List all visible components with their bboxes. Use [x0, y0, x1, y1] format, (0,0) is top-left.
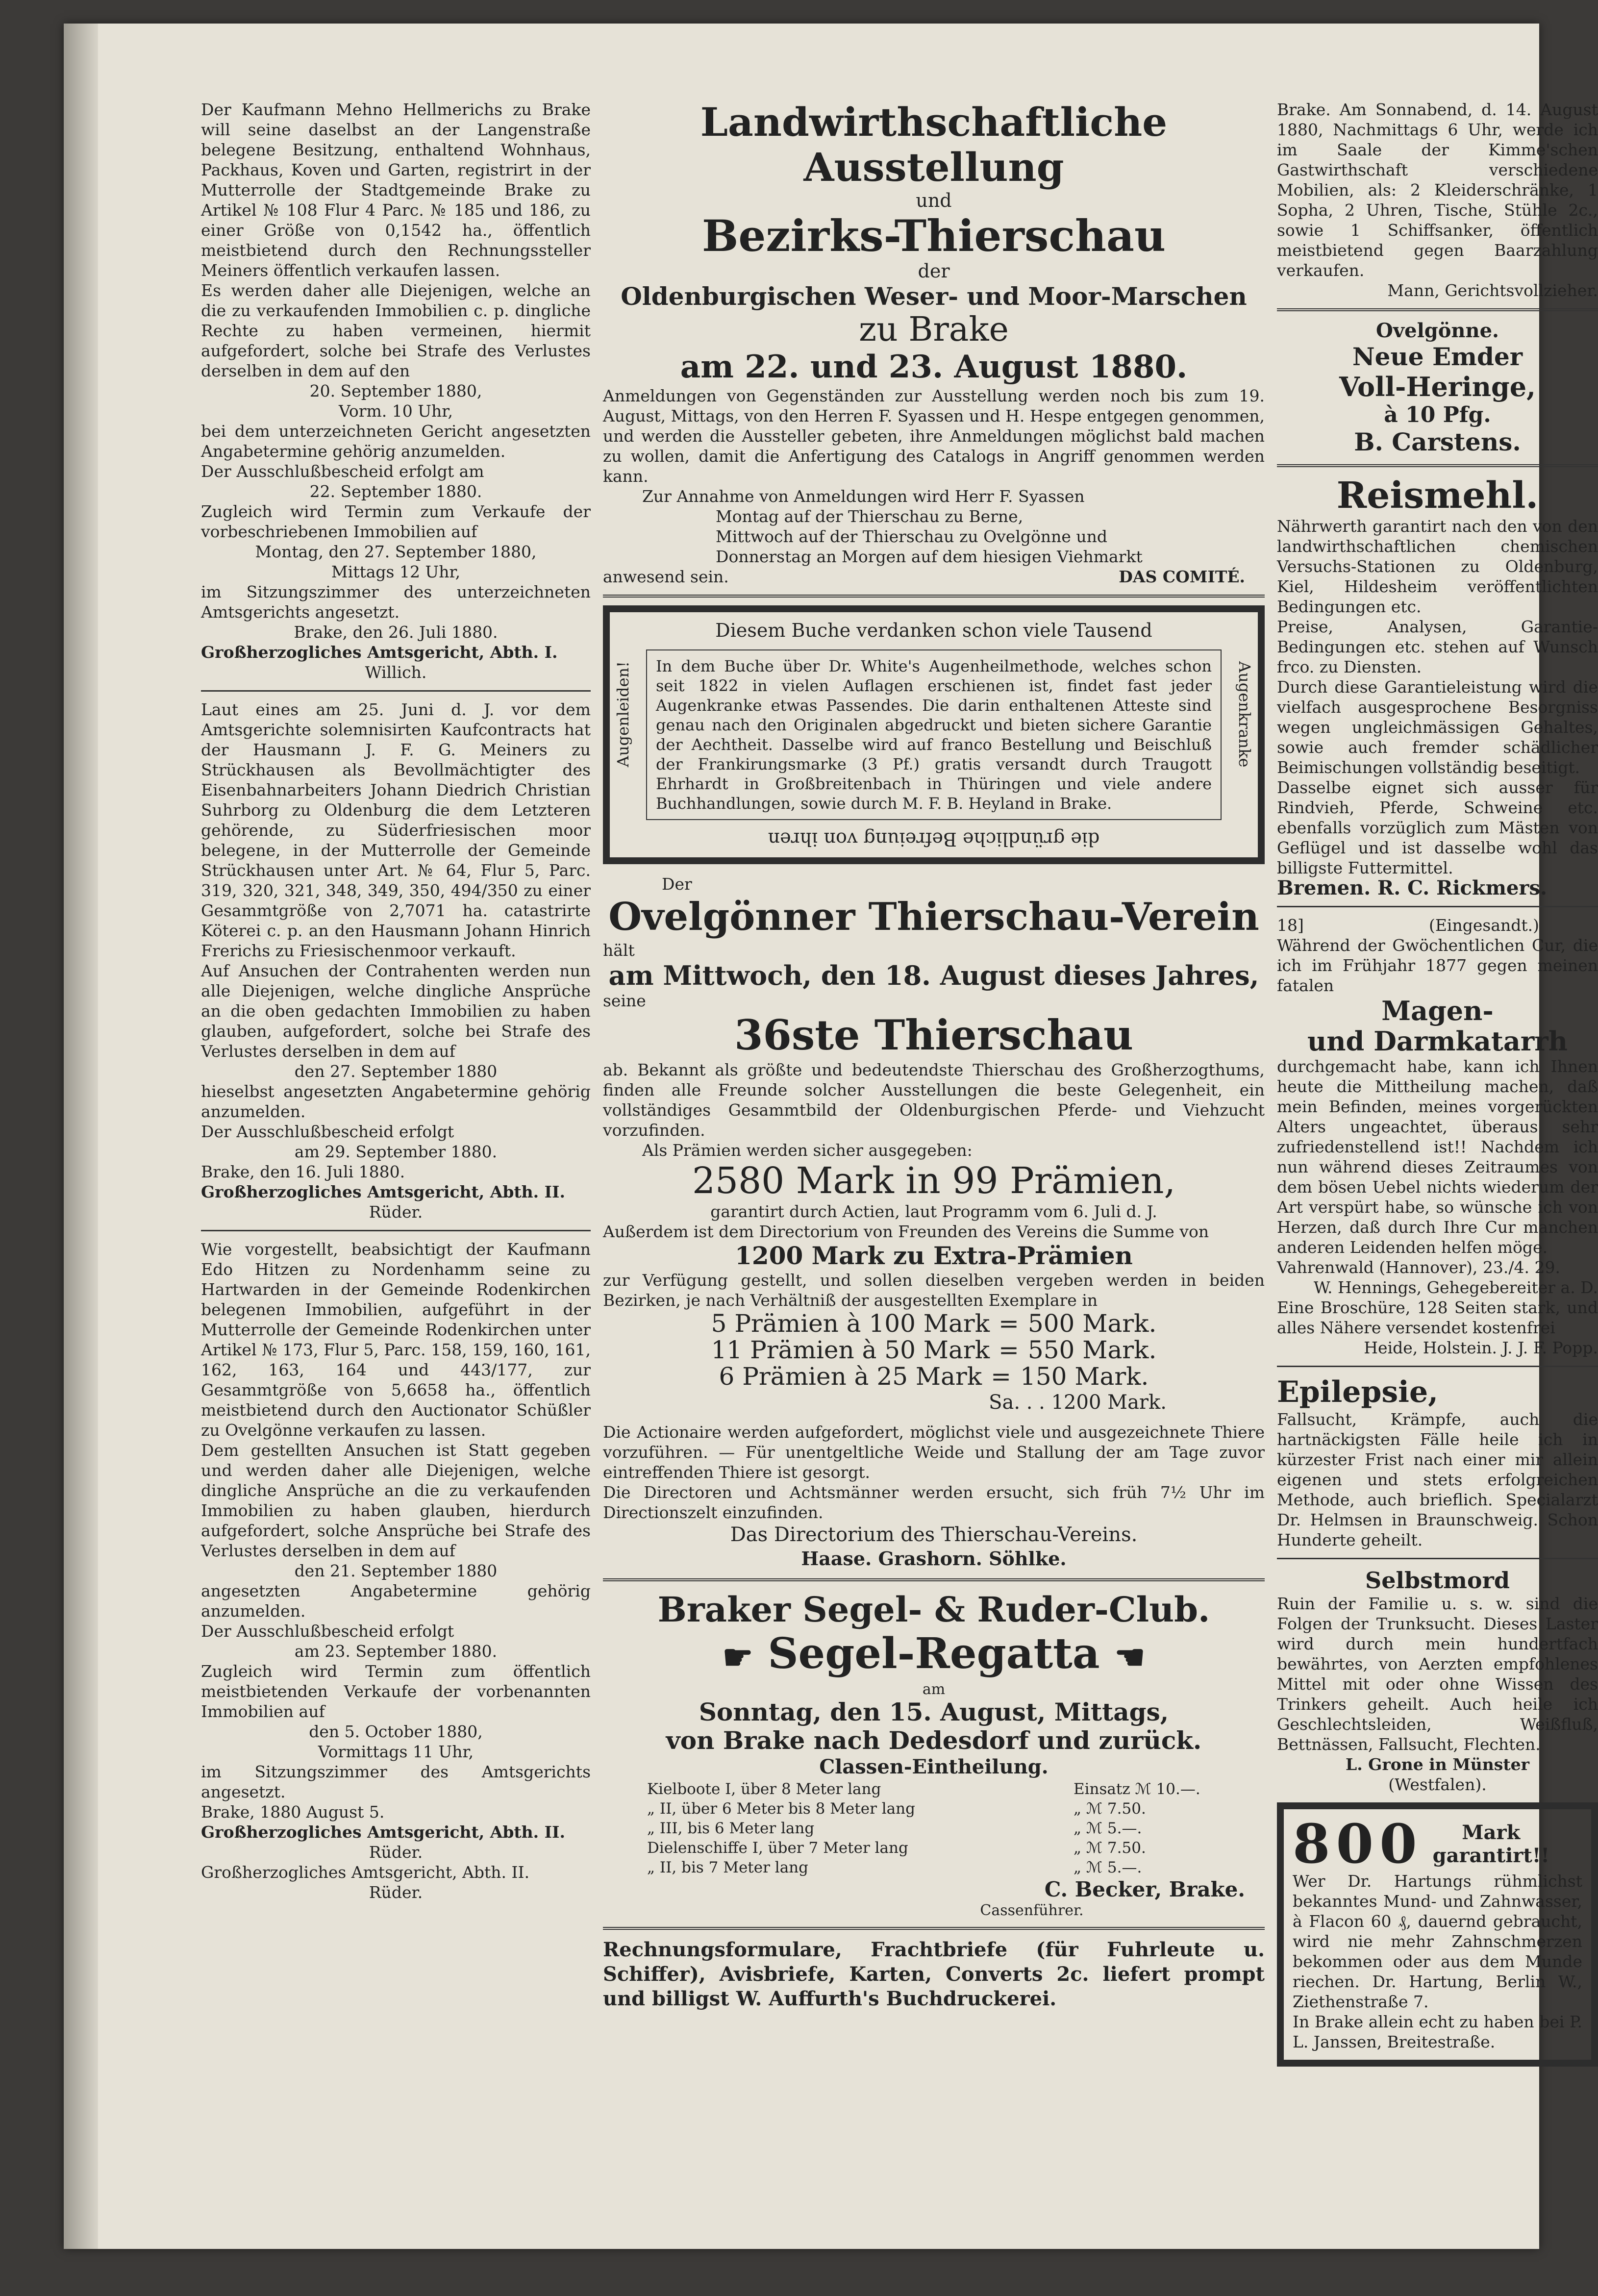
exhibition-subtitle: Bezirks-Thierschau — [702, 210, 1166, 261]
regatta-role: Cassenführer. — [980, 1901, 1084, 1919]
column-right — [1277, 100, 1598, 2067]
court: Großherzogliches Amtsgericht, Abth. II. — [201, 1822, 565, 1842]
regatta-class: „ III, bis 6 Meter lang — [647, 1819, 815, 1837]
ad-regatta — [603, 1589, 1265, 1919]
zahnwasser-mark: Mark — [1462, 1821, 1521, 1844]
regatta-class: „ II, bis 7 Meter lang — [647, 1858, 808, 1876]
regatta-row — [647, 1838, 1265, 1858]
zahnwasser-amount: 800 — [1293, 1812, 1423, 1875]
time-line: Vormittags 11 Uhr, — [318, 1742, 474, 1761]
selbstmord-title: Selbstmord — [1365, 1567, 1510, 1594]
ad-print-shop: Rechnungsformulare, Frachtbriefe (für Fuhrleute u. Schiffer), Avisbriefe, Karten, Converts 2c. liefert prompt und billigst W. Auffurth's Buchdruckerei. — [603, 1938, 1265, 2010]
selbstmord-sign: L. Grone in Münster — [1346, 1755, 1529, 1774]
text: im Sitzungszimmer des unterzeichneten Amtsgerichts angesetzt. — [201, 582, 591, 622]
column-left — [201, 100, 591, 1902]
magen-source: (Eingesandt.) — [1428, 916, 1539, 935]
exhibition-region: Oldenburgischen Weser- und Moor-Marschen — [621, 282, 1247, 311]
magen-title: Magen- — [1381, 995, 1494, 1026]
book-right: Augenkranke — [1235, 661, 1254, 768]
exhibition-body: Zur Annahme von Anmeldungen wird Herr F. Syassen — [642, 487, 1085, 506]
date-line: am 23. September 1880. — [294, 1642, 498, 1661]
place-date: Brake, 1880 August 5. — [201, 1802, 385, 1822]
text: Es werden daher alle Diejenigen, welche an die zu verkaufenden Immobilien c. p. dingliche Rechte zu haben vermeinen, hiermit aufgefordert, solche bei Strafe des Verlustes derselben in dem auf den — [201, 281, 591, 380]
regatta-row — [647, 1819, 1265, 1838]
text: Zugleich wird Termin zum öffentlich meistbietenden Verkaufe der vorbenannten Immobilien auf — [201, 1662, 591, 1721]
reismehl-text: Nährwerth garantirt nach den von den landwirthschaftlichen chemischen Versuchs-Stationen zu Oldenburg, Kiel, Hildesheim veröffentlichten Bedingungen etc. — [1277, 517, 1598, 616]
notice-suhrborg — [201, 699, 591, 1222]
regatta-fee: „ ℳ 7.50. — [1074, 1799, 1146, 1818]
regatta-row — [647, 1779, 1265, 1799]
date-line: am 29. September 1880. — [294, 1142, 498, 1161]
regatta-class: Kielboote I, über 8 Meter lang — [647, 1780, 881, 1798]
signature: Rüder. — [369, 1843, 423, 1862]
divider — [1277, 464, 1598, 467]
auction-text: Brake. Am Sonnabend, d. 14. August 1880, Nachmittags 6 Uhr, werde ich im Saale der Kimme'schen Gastwirthschaft verschiedene Mobilien, als: 2 Kleiderschränke, 1 Sopha, 2 Uhren, Tische, Stühle 2c., sowie 1 Schiffsanker, öffentlich meistbietend gegen Baarzahlung verkaufen. — [1277, 100, 1598, 280]
thierschau-sum: 2580 Mark in 99 Prämien, — [692, 1160, 1176, 1202]
thierschau-seine: seine — [603, 991, 646, 1010]
divider — [201, 1230, 591, 1231]
text: Der Ausschlußbescheid erfolgt — [201, 1622, 454, 1641]
thierschau-extra: 1200 Mark zu Extra-Prämien — [735, 1241, 1133, 1270]
ad-exhibition — [603, 100, 1265, 587]
magen-sign: W. Hennings, Gehegebereiter a. D. — [1313, 1278, 1598, 1297]
text: Zugleich wird Termin zum Verkaufe der vorbeschriebenen Immobilien auf — [201, 502, 591, 541]
column-middle — [603, 100, 1265, 2011]
magen-sign: Vahrenwald (Hannover), 23./4. 29. — [1277, 1258, 1560, 1277]
magen-number: 18] — [1277, 916, 1304, 935]
reismehl-text: Durch diese Garantieleistung wird die vielfach ausgesprochene Besorgniss wegen ungleichmässigen Gehaltes, sowie auch fremder schädlicher Beimischungen vollständig beseitigt. — [1277, 677, 1598, 777]
prize-eq: = — [991, 1362, 1012, 1391]
regatta-title: Segel-Regatta — [768, 1629, 1100, 1678]
prize-row — [603, 1337, 1265, 1363]
book-inner — [646, 649, 1222, 820]
text: Der Ausschlußbescheid erfolgt — [201, 1122, 454, 1141]
court: Großherzogliches Amtsgericht, Abth. II. — [201, 1182, 565, 1201]
prize-count: 11 Prämien à 50 Mark — [711, 1336, 990, 1364]
regatta-date: Sonntag, den 15. August, Mittags, — [699, 1697, 1169, 1726]
thierschau-act: Die Actionaire werden aufgefordert, möglichst viele und ausgezeichnete Thiere vorzuführen. — Für unentgeltliche Weide und Stallung der am Tage zuvor eintreffenden Thiere ist gesorgt. — [603, 1423, 1265, 1482]
regatta-fee: „ ℳ 5.—. — [1074, 1819, 1142, 1837]
ad-zahnwasser — [1277, 1802, 1598, 2067]
regatta-class: Dielenschiffe I, über 7 Meter lang — [647, 1839, 908, 1857]
divider — [603, 1927, 1265, 1930]
regatta-am: am — [922, 1680, 946, 1698]
thierschau-names: Haase. Grashorn. Söhlke. — [801, 1547, 1067, 1570]
newspaper-page — [64, 24, 1598, 2249]
exhibition-date: am 22. und 23. August 1880. — [680, 349, 1188, 385]
herring-line: Neue Emder — [1352, 342, 1523, 371]
prize-total: Sa. . . 1200 Mark. — [989, 1391, 1167, 1414]
book-bottom: die gründliche Befreiung von ihren — [768, 828, 1100, 850]
ad-eye-book — [603, 605, 1265, 864]
signature: Rüder. — [369, 1883, 423, 1902]
ad-reismehl — [1277, 475, 1598, 898]
epilepsy-title: Epilepsie, — [1277, 1375, 1439, 1409]
exhibition-line: Donnerstag an Morgen auf dem hiesigen Viehmarkt — [716, 547, 1143, 566]
signature: Willich. — [365, 663, 427, 682]
prize-row — [603, 1363, 1265, 1390]
zahnwasser-guaranteed: garantirt!! — [1432, 1844, 1549, 1867]
exhibition-title: Landwirthschaftliche Ausstellung — [700, 99, 1168, 190]
magen-intro: Während der Gwöchentlichen Cur, die ich im Frühjahr 1877 gegen meinen fatalen — [1277, 936, 1598, 995]
time-line: Vorm. 10 Uhr, — [339, 401, 453, 421]
prize-eq: = — [999, 1336, 1019, 1364]
prize-value: 550 Mark. — [1027, 1336, 1157, 1364]
auction-sign: Mann, Gerichtsvollzieher. — [1387, 281, 1598, 300]
regatta-classes: Classen-Eintheilung. — [819, 1755, 1049, 1778]
pointing-hand-left-icon: ☚ — [1114, 1636, 1146, 1677]
prize-count: 6 Prämien à 25 Mark — [719, 1362, 982, 1391]
regatta-row — [647, 1799, 1265, 1819]
zahnwasser-text: Wer Dr. Hartungs rühmlichst bekanntes Mund- und Zahnwasser, à Flacon 60 ₰, dauernd gebraucht, wird nie mehr Zahnschmerzen bekommen oder aus dem Munde riechen. Dr. Hartung, Berlin W., Ziethenstraße 7. — [1293, 1872, 1582, 2011]
thierschau-extra2: zur Verfügung gestellt, und sollen dieselben vergeben werden in beiden Bezirken, je nach Verhältniß der ausgestellten Exemplare in — [603, 1271, 1265, 1310]
herring-price: à 10 Pfg. — [1384, 402, 1491, 427]
divider — [1277, 906, 1598, 907]
divider — [1277, 1366, 1598, 1367]
exhibition-der: der — [918, 260, 950, 282]
regatta-row — [647, 1858, 1265, 1877]
thierschau-extra1: Außerdem ist dem Directorium von Freunden des Vereins die Summe von — [603, 1222, 1209, 1241]
exhibition-und: und — [916, 190, 952, 211]
magen-title: und Darmkatarrh — [1307, 1025, 1568, 1057]
text: Laut eines am 25. Juni d. J. vor dem Amtsgerichte solemnisirten Kaufcontracts hat der Hausmann J. F. G. Meiners zu Strückhausen als Bevollmächtigter des Eisenbahnarbeiters Johann Diedrich Christian Suhrborg zu Oldenburg die dem Letzteren gehörende, zu Süderfriesischen moor belegene, in der Mutterrolle der Gemeinde Strückhausen unter Art. № 64, Flur 5, Parc. 319, 320, 321, 348, 349, 350, 494/350 zu einer Gesammtgröße von 2,7071 ha. catastrirte Köterei c. p. an den Hausmann Johann Hinrich Frerichs zu Friesischenmoor verkauft. — [201, 700, 591, 960]
magen-popp: Heide, Holstein. J. J. F. Popp. — [1364, 1338, 1598, 1357]
text: Auf Ansuchen der Contrahenten werden nun alle Diejenigen, welche dingliche Ansprüche an die oben gedachten Immobilien zu haben glauben, aufgefordert, solche bei Strafe des Verlustes derselben in dem auf — [201, 961, 591, 1061]
exhibition-sign: DAS COMITÉ. — [1119, 567, 1245, 586]
date-line: Montag, den 27. September 1880, — [255, 542, 537, 561]
book-top: Diesem Buche verdanken schon viele Tausend — [715, 620, 1152, 641]
ad-magen — [1277, 915, 1598, 1358]
thierschau-praem: Als Prämien werden sicher ausgegeben: — [642, 1141, 973, 1160]
text: hieselbst angesetzten Angabetermine gehörig anzumelden. — [201, 1082, 591, 1121]
reismehl-sign: Bremen. R. C. Rickmers. — [1277, 876, 1547, 899]
thierschau-dir: Die Directoren und Achtsmänner werden ersucht, sich früh 7½ Uhr im Directionszelt einzufinden. — [603, 1483, 1265, 1522]
notice-hellmerichs — [201, 100, 591, 682]
pointing-hand-right-icon: ☛ — [722, 1636, 753, 1677]
herring-title: Voll-Heringe, — [1339, 371, 1536, 402]
ad-selbstmord — [1277, 1567, 1598, 1795]
book-left: Augenleiden! — [614, 661, 632, 768]
regatta-sign: C. Becker, Brake. — [1044, 1877, 1245, 1901]
divider — [1277, 1558, 1598, 1559]
text: Dem gestellten Ansuchen ist Statt gegeben und werden daher alle Diejenigen, welche dingliche Ansprüche an die zu verkaufenden Immobilien zu haben glauben, hierdurch aufgefordert, solche Ansprüche bei Strafe des Verlustes derselben in dem auf — [201, 1441, 591, 1560]
date-line: 22. September 1880. — [309, 482, 482, 501]
regatta-fee: „ ℳ 7.50. — [1074, 1839, 1146, 1857]
thierschau-body: ab. Bekannt als größte und bedeutendste Thierschau des Großherzogthums, finden alle Freunde solcher Ausstellungen die beste Gelegenheit, ein vollständiges Gesammtbild der Oldenburgischen Pferde- und Viehzucht vorzufinden. — [603, 1060, 1265, 1140]
text: Der Ausschlußbescheid erfolgt am — [201, 462, 484, 481]
court: Großherzogliches Amtsgericht, Abth. II. — [201, 1863, 530, 1882]
thierschau-guar: garantirt durch Actien, laut Programm vom 6. Juli d. J. — [710, 1202, 1157, 1221]
prize-value: 500 Mark. — [1027, 1309, 1157, 1338]
text: im Sitzungszimmer des Amtsgerichts angesetzt. — [201, 1762, 591, 1801]
prize-eq: = — [999, 1309, 1019, 1338]
zahnwasser-agent: In Brake allein echt zu haben bei P. L. Janssen, Breitestraße. — [1293, 2012, 1582, 2051]
thierschau-number: 36ste Thierschau — [734, 1011, 1133, 1059]
exhibition-line: Montag auf der Thierschau zu Berne, — [716, 507, 1024, 526]
text: bei dem unterzeichneten Gericht angesetzten Angabetermine gehörig anzumelden. — [201, 422, 591, 461]
magen-more: Eine Broschüre, 128 Seiten stark, und alles Nähere versendet kostenfrei — [1277, 1298, 1598, 1337]
prize-value: 150 Mark. — [1020, 1362, 1149, 1391]
prize-count: 5 Prämien à 100 Mark — [711, 1309, 990, 1338]
text: Wie vorgestellt, beabsichtigt der Kaufmann Edo Hitzen zu Nordenhamm seine zu Hartwarden in der Gemeinde Rodenkirchen belegenen Immobilien, aufgeführt in der Mutterrolle der Gemeinde Rodenkirchen unter Artikel № 173, Flur 5, Parc. 158, 159, 160, 161, 162, 163, 164 und 443/177, zur Gesammtgröße von 5,6658 ha., öffentlich meistbietend durch den Auctionator Schüßler zu Ovelgönne verkaufen zu lassen. — [201, 1240, 591, 1440]
page-binding — [64, 24, 98, 2249]
date-line: 20. September 1880, — [309, 381, 482, 400]
place-date: Brake, den 26. Juli 1880. — [294, 623, 498, 642]
ad-thierschau — [603, 874, 1265, 1571]
regatta-fee: „ ℳ 5.—. — [1074, 1858, 1142, 1876]
divider — [1277, 308, 1598, 311]
exhibition-present: anwesend sein. — [603, 567, 729, 586]
regatta-table — [603, 1779, 1265, 1877]
regatta-route: von Brake nach Dedesdorf und zurück. — [666, 1725, 1202, 1755]
date-line: den 5. October 1880, — [309, 1722, 483, 1741]
book-body: In dem Buche über Dr. White's Augenheilmethode, welches schon seit 1822 in vielen Auflagen erschienen ist, findet fast jeder Augenkranke etwas Passendes. Die darin enthaltenen Atteste sind genau nach den Originalen abgedruckt und bieten sichere Garantie der Aechtheit. Dasselbe wird auf franco Bestellung und Beischluß der Frankirungsmarke (3 Pf.) gratis versandt durch Traugott Ehrhardt in Großbreitenbach in Thüringen und viele andere Buchhandlungen, sowie durch M. F. B. Heyland in Brake. — [656, 657, 1212, 813]
selbstmord-text: Ruin der Familie u. s. w. sind die Folgen der Trunksucht. Dieses Laster wird durch mein hundertfach bewährtes, von Aerzten empfohlenes Mittel mit oder ohne Wissen des Trinkers geheilt. Auch heile ich Geschlechtsleiden, Weißfluß, Bettnässen, Fallsucht, Flechten. — [1277, 1594, 1598, 1754]
selbstmord-sign: (Westfalen). — [1388, 1775, 1487, 1794]
ad-herring — [1277, 319, 1598, 456]
thierschau-der: Der — [662, 874, 692, 894]
reismehl-text: Preise, Analysen, Garantie-Bedingungen etc. stehen auf Wunsch frco. zu Diensten. — [1277, 617, 1598, 676]
thierschau-sign: Das Directorium des Thierschau-Vereins. — [730, 1523, 1138, 1546]
epilepsy-text: Fallsucht, Krämpfe, auch die hartnäckigsten Fälle heile ich in kürzester Frist nach einer mir allein eigenen und stets erfolgreichen Methode, auch brieflich. Specialarzt Dr. Helmsen in Braunschweig. Schon Hunderte geheilt. — [1277, 1410, 1598, 1549]
thierschau-date: am Mittwoch, den 18. August dieses Jahres, — [608, 960, 1259, 991]
date-line: den 21. September 1880 — [294, 1561, 498, 1580]
signature: Rüder. — [369, 1202, 423, 1222]
regatta-fee: Einsatz ℳ 10.—. — [1074, 1780, 1200, 1798]
reismehl-text: Dasselbe eignet sich ausser für Rindvieh, Pferde, Schweine etc. ebenfalls vorzüglich zum Mästen von Geflügel und ist dasselbe wohl das billigste Futtermittel. — [1277, 778, 1598, 877]
exhibition-place: zu Brake — [859, 310, 1009, 349]
prize-table — [603, 1310, 1265, 1390]
magen-body: durchgemacht habe, kann ich Ihnen heute die Mittheilung machen, daß mein Befinden, meines vorgerückten Alters ungeachtet, überaus sehr zufriedenstellend ist!! Nachdem ich nun während dieses Zeitraumes von dem bösen Uebel nichts wiederum der Art verspürt habe, so wünsche ich von Herzen, daß durch Ihre Cur manchen anderen Leidenden helfen möge. — [1277, 1057, 1598, 1257]
reismehl-title: Reismehl. — [1336, 474, 1539, 517]
text: Der Kaufmann Mehno Hellmerichs zu Brake will seine daselbst an der Langenstraße belegene Besitzung, enthaltend Wohnhaus, Packhaus, Koven und Garten, registrirt in der Mutterrolle der Stadtgemeinde Brake zu Artikel № 108 Flur 4 Parc. № 185 und 186, zu einer Größe von 0,1542 ha., öffentlich meistbietend durch den Rechnungssteller Meiners öffentlich verkaufen lassen. — [201, 100, 591, 280]
time-line: Mittags 12 Uhr, — [331, 562, 461, 581]
herring-seller: B. Carstens. — [1354, 427, 1521, 456]
divider — [603, 595, 1265, 598]
thierschau-haelt: hält — [603, 941, 635, 960]
regatta-class: „ II, über 6 Meter bis 8 Meter lang — [647, 1799, 915, 1818]
ad-epilepsy — [1277, 1375, 1598, 1550]
court: Großherzogliches Amtsgericht, Abth. I. — [201, 643, 558, 662]
divider — [201, 690, 591, 692]
thierschau-title: Ovelgönner Thierschau-Verein — [608, 895, 1259, 939]
prize-row — [603, 1310, 1265, 1337]
place-date: Brake, den 16. Juli 1880. — [201, 1162, 405, 1181]
notice-hitzen — [201, 1239, 591, 1902]
date-line: den 27. September 1880 — [294, 1062, 498, 1081]
regatta-club: Braker Segel- & Ruder-Club. — [657, 1589, 1210, 1630]
exhibition-line: Mittwoch auf der Thierschau zu Ovelgönne und — [716, 527, 1108, 546]
divider — [603, 1578, 1265, 1581]
text: angesetzten Angabetermine gehörig anzumelden. — [201, 1581, 591, 1621]
exhibition-body: Anmeldungen von Gegenständen zur Ausstellung werden noch bis zum 19. August, Mittags, von den Herren F. Syassen und H. Hespe entgegen genommen, und werden die Aussteller gebeten, ihre Anmeldungen möglichst bald machen zu wollen, damit die Anfertigung des Catalogs in Angriff genommen werden kann. — [603, 386, 1265, 486]
herring-place: Ovelgönne. — [1376, 319, 1499, 342]
